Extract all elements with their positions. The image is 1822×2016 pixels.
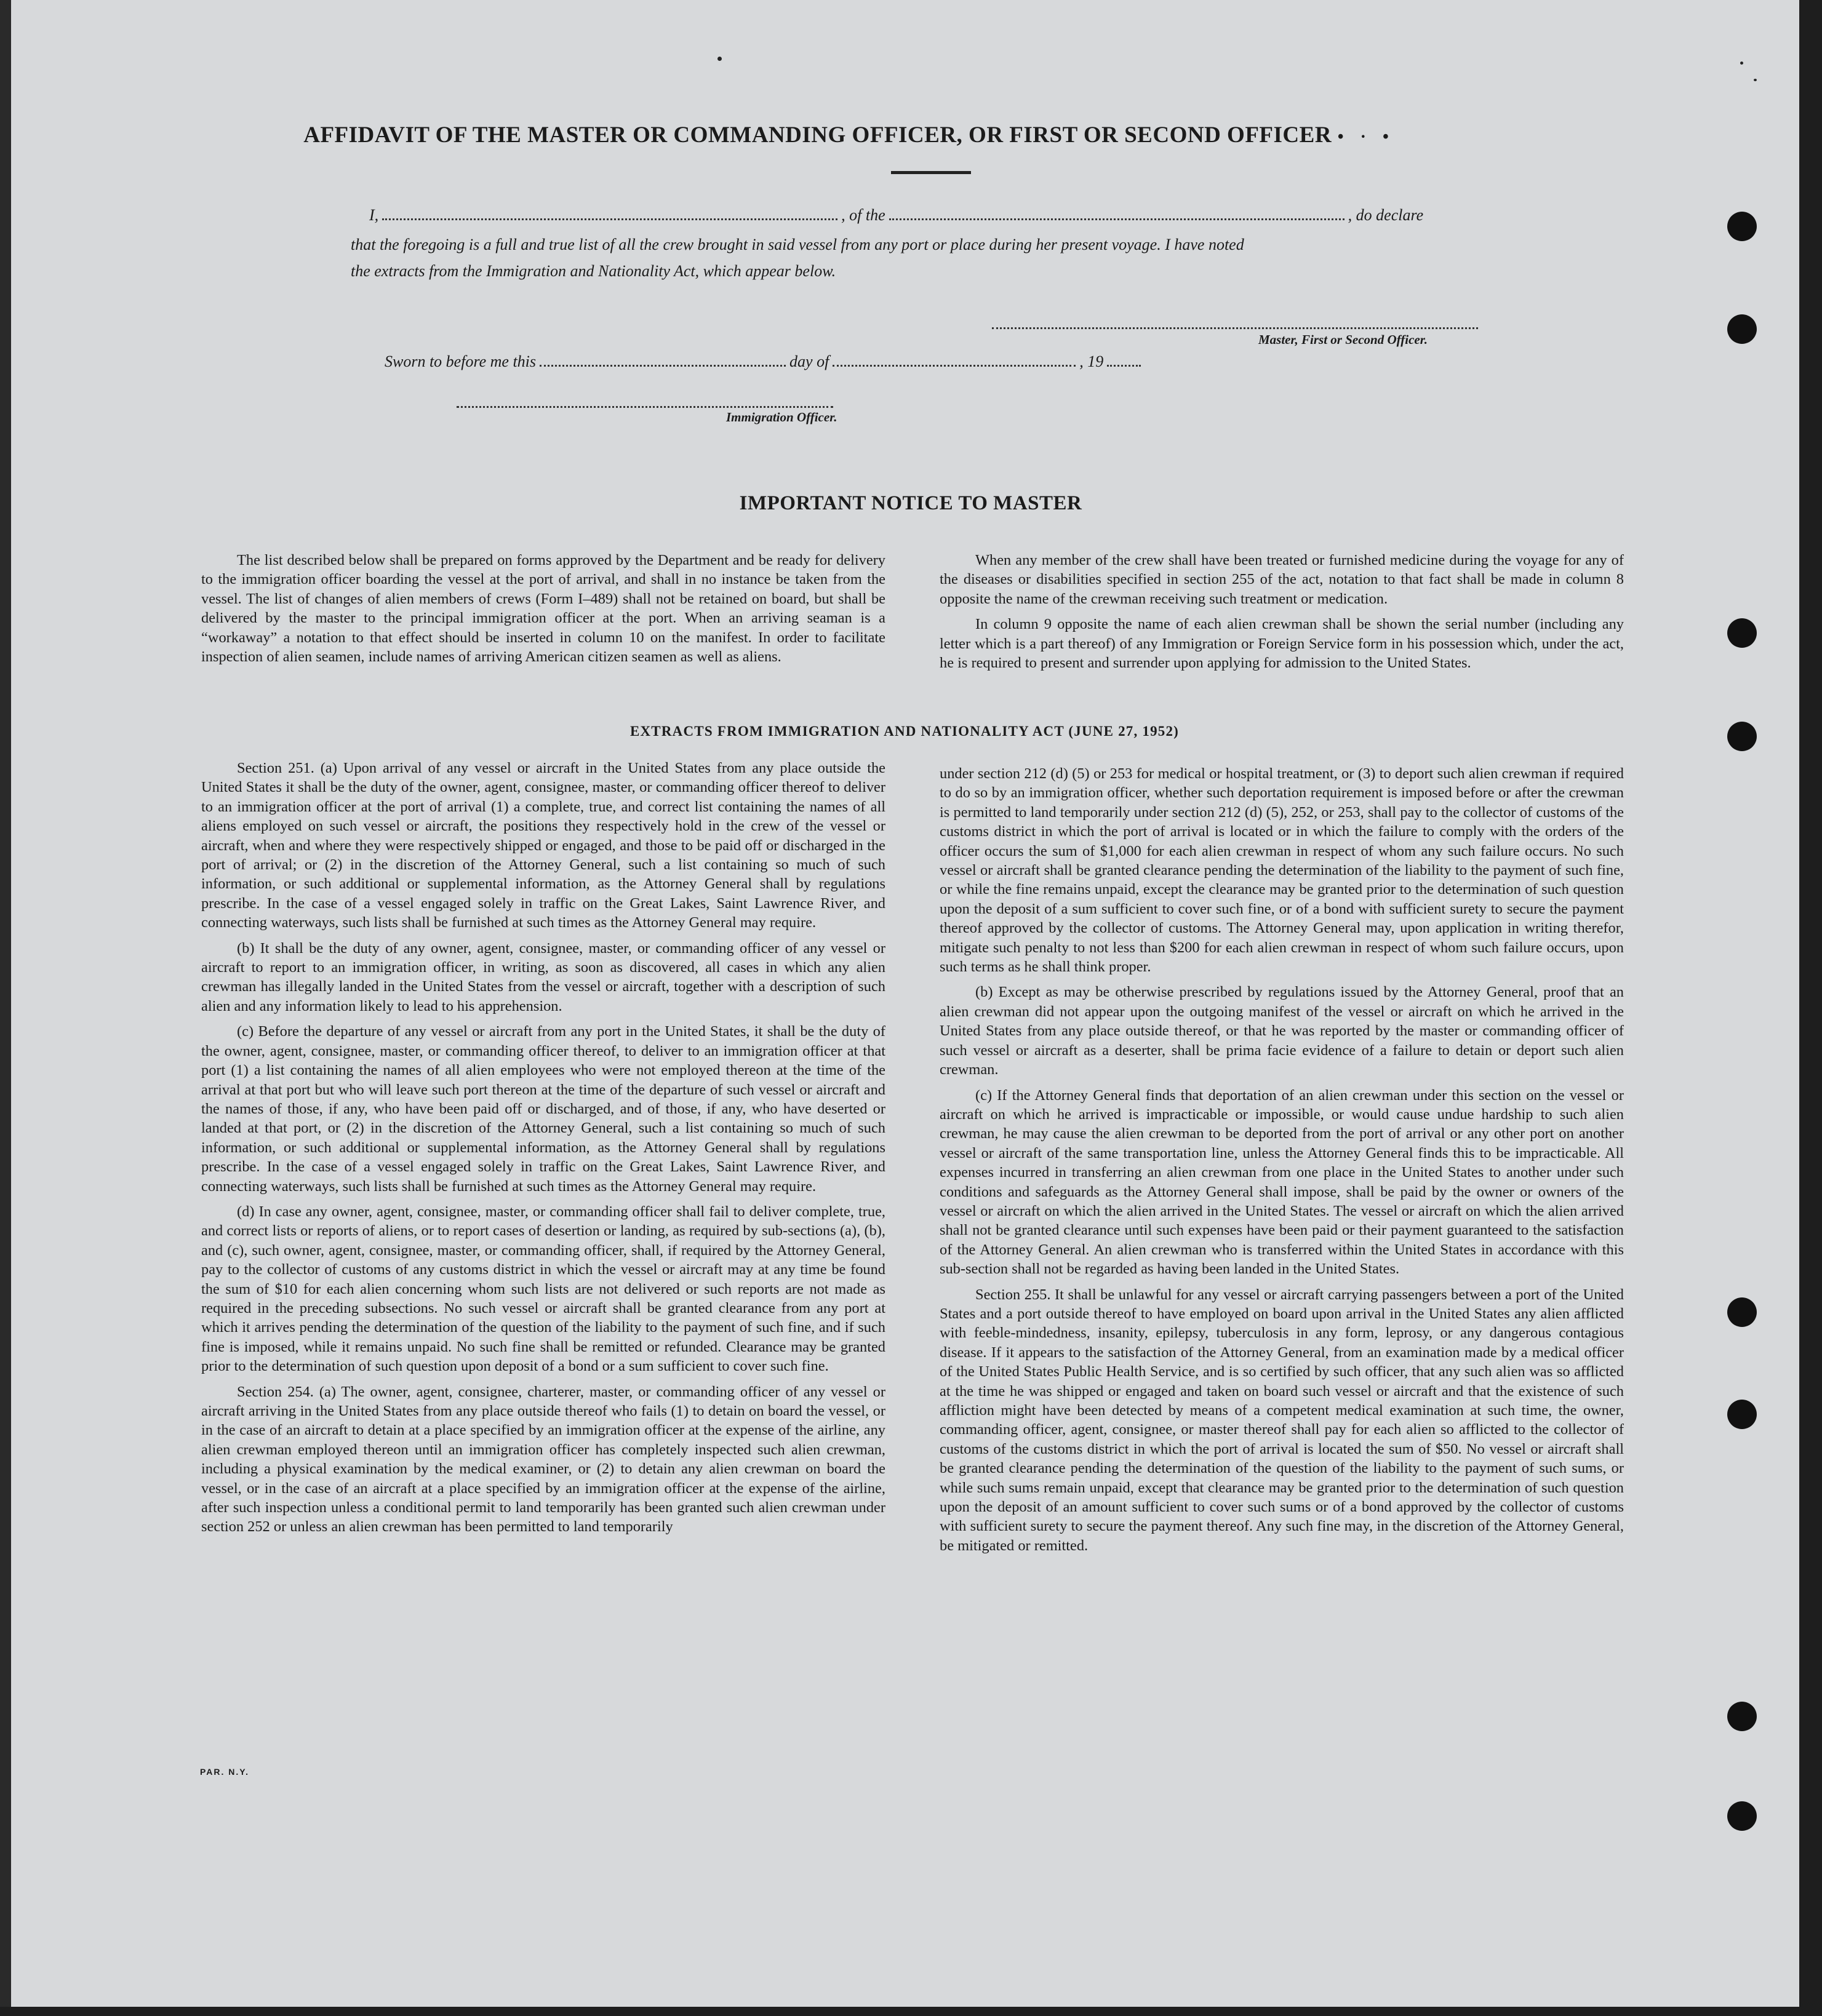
extracts-right-column	[940, 764, 1624, 1561]
name-field[interactable]	[382, 217, 837, 220]
scan-speck	[1740, 62, 1743, 65]
sworn-year-field[interactable]	[1107, 364, 1141, 367]
punch-hole	[1727, 314, 1757, 344]
master-signature-field[interactable]	[992, 327, 1478, 329]
section-251-c: (c) Before the departure of any vessel or aircraft from any port in the United States, it shall be the duty of the owner, agent, consignee, master, or commanding officer thereof, to deliver to an immigration officer at that port (1) a list containing the names of all alien employees who were not employed thereon at the time of the arrival at that port but who will leave such port thereon at the time of the departure of such vessel or aircraft and the names of those, if any, who have been paid off or discharged, and of those, if any, who have deserted or landed at that port, or (2) in the discretion of the Attorney General, such a list containing so much of such information, or such additional or supplemental information, as the Attorney General shall by regulations prescribe. In the case of a vessel engaged solely in traffic on the Great Lakes, Saint Lawrence River, and connecting waterways, such lists shall be furnished at such times as the Attorney General may require.	[201, 1023, 885, 1195]
scan-border-left	[0, 0, 11, 2016]
statement-line-2: the extracts from the Immigration and Nationality Act, which appear below.	[351, 262, 836, 280]
scan-speck	[1754, 79, 1757, 81]
punch-hole	[1727, 212, 1757, 241]
section-251-a: Section 251. (a) Upon arrival of any vessel or aircraft in the United States from any place outside the United States it shall be the duty of the owner, agent, consignee, master, or commanding officer thereof to deliver to an immigration officer at the port of arrival (1) a complete, true, and correct list containing the names of all aliens employed on such vessel or aircraft, the positions they respectively hold in the crew of the vessel or aircraft, when and where they were respectively shipped or engaged, and those to be paid off or discharged in the port of arrival; or (2) in the discretion of the Attorney General, such a list containing so much of such information, or such additional or supplemental information, as the Attorney General shall by regulations prescribe. In the case of a vessel engaged solely in traffic on the Great Lakes, Saint Lawrence River, and connecting waterways, such lists shall be furnished at such times as the Attorney General may require.	[201, 760, 885, 931]
punch-hole	[1727, 1702, 1757, 1731]
punch-hole	[1727, 1297, 1757, 1327]
punch-hole	[1727, 722, 1757, 751]
scan-border-bottom	[0, 2007, 1822, 2016]
notice-paragraph: The list described below shall be prepared on forms approved by the Department and be ready for delivery to the immigration officer boarding the vessel at the port of arrival, and shall in no instance be taken from the vessel. The list of changes of alien members of crews (Form I–489) shall not be retained on board, but shall be delivered by the master to the principal immigration officer at the port. When an arriving seaman is a “workaway” a notation to that effect should be inserted in column 10 on the manifest. In order to facilitate inspection of alien seamen, include names of arriving American citizen seamen as well as aliens.	[201, 552, 885, 666]
sworn-day-field[interactable]	[540, 364, 786, 367]
statement-line-1: that the foregoing is a full and true list of all the crew brought in said vessel from any port or place during her present voyage. I have noted	[351, 236, 1244, 253]
punch-hole	[1727, 1801, 1757, 1831]
punch-hole	[1727, 1400, 1757, 1429]
sworn-month-field[interactable]	[833, 364, 1076, 367]
notice-left-column	[201, 551, 885, 672]
scan-border-right	[1799, 0, 1822, 2016]
section-254-a-continued: under section 212 (d) (5) or 253 for medical or hospital treatment, or (3) to deport such alien crewman if required to do so by an immigration officer, whether such deportation requirement is imposed before or after the crewman is permitted to land temporarily under section 212 (d) (5), 252, or 253, shall pay to the collector of customs of the customs district in which the port of arrival is located or in which the failure to comply with the orders of the officer occurs the sum of $1,000 for each alien crewman in respect of whom any such failure occurs. No such vessel or aircraft shall be granted clearance pending the determination of the liability to the payment of such fine, or while the fine remains unpaid, except the clearance may be granted prior to the determination of such question upon the deposit of a sum sufficient to cover such fine, or of a bond with sufficient surety to secure the payment thereof approved by the collector of customs. The Attorney General may, upon application in writing therefor, mitigate such penalty to not less than $200 for each alien crewman in respect of whom such failure occurs, upon such terms as he shall think proper.	[940, 765, 1624, 976]
notice-title: IMPORTANT NOTICE TO MASTER	[739, 492, 1082, 514]
sworn-line: Sworn to before me this day of , 19	[385, 353, 1145, 371]
affidavit-title: AFFIDAVIT OF THE MASTER OR COMMANDING OFFICER, OR FIRST OR SECOND OFFICER • · •	[303, 122, 1395, 148]
notice-right-column	[940, 551, 1624, 679]
notice-paragraph: When any member of the crew shall have been treated or furnished medicine during the voyage for any of the diseases or disabilities specified in section 255 of the act, notation to that fact shall be made in column 8 opposite the name of the crewman receiving such treatment or medication.	[940, 552, 1624, 607]
section-254-a: Section 254. (a) The owner, agent, consignee, charterer, master, or commanding officer of any vessel or aircraft arriving in the United States from any place outside thereof who fails (1) to detain on board the vessel, or in the case of an aircraft to detain at a place specified by an immigration officer at the expense of the airline, any alien crewman employed thereon until an immigration officer has completely inspected such alien crewman, including a physical examination by the medical examiner, or (2) to detain any alien crewman on board the vessel, or in the case of an aircraft at a place specified by an immigration officer at the expense of the airline, after such inspection unless a conditional permit to land temporarily has been granted such alien crewman under section 252 or unless an alien crewman has been permitted to land temporarily	[201, 1383, 885, 1536]
extracts-left-column	[201, 759, 885, 1543]
section-254-b: (b) Except as may be otherwise prescribed by regulations issued by the Attorney General, proof that an alien crewman did not appear upon the outgoing manifest of the vessel or aircraft on which he arrived in the United States from any place outside thereof, or that he was reported by the master or commanding officer of such vessel or aircraft as a deserter, shall be prima facie evidence of a failure to detain or deport such alien crewman.	[940, 984, 1624, 1078]
officer-caption: Immigration Officer.	[726, 410, 837, 424]
title-rule	[891, 171, 971, 174]
master-caption: Master, First or Second Officer.	[1258, 332, 1428, 347]
section-251-d: (d) In case any owner, agent, consignee, master, or commanding officer shall fail to deliver complete, true, and correct lists or reports of aliens, or to report cases of desertion or landing, as required by sub-sections (a), (b), and (c), such owner, agent, consignee, master, or commanding officer, shall, if required by the Attorney General, pay to the collector of customs of any customs district in which the vessel or aircraft may at any time be found the sum of $10 for each alien concerning whom such lists are not delivered or such reports are not made as required in the preceding subsections. No such vessel or aircraft shall be granted clearance from any port at which it arrives pending the determination of the question of the liability to the payment of such fine, and if such fine is imposed, while it remains unpaid. No such fine shall be remitted or refunded. Clearance may be granted prior to the determination of such question upon deposit of a bond or a sum sufficient to cover such fine.	[201, 1203, 885, 1375]
declarant-line: I, , of the , do declare	[369, 206, 1424, 224]
section-254-c: (c) If the Attorney General finds that deportation of an alien crewman under this section on the vessel or aircraft on which he arrived is impracticable or impossible, or would cause undue hardship to such alien crewman, he may cause the alien crewman to be deported from the port of arrival or any other port on another vessel or aircraft of the same transportation line, unless the Attorney General finds this to be impracticable. All expenses incurred in transferring an alien crewman from one place in the United States to another under such conditions and safeguards as the Attorney General shall impose, shall be paid by the owner or owners of the vessel or aircraft on which the alien arrived in the United States. The vessel or aircraft on which the alien arrived shall not be granted clearance until such expenses have been paid or their payment guaranteed to the satisfaction of the Attorney General. An alien crewman who is transferred within the United States in accordance with this sub-section shall not be regarded as having been landed in the United States.	[940, 1086, 1624, 1278]
extracts-title: EXTRACTS FROM IMMIGRATION AND NATIONALITY ACT (JUNE 27, 1952)	[629, 723, 1180, 739]
vessel-field[interactable]	[889, 217, 1345, 220]
printer-mark: PAR. N.Y.	[200, 1767, 249, 1777]
scan-speck	[717, 57, 722, 61]
notice-paragraph: In column 9 opposite the name of each alien crewman shall be shown the serial number (including any letter which is a part thereof) of any Immigration or Foreign Service form in his possession which, under the act, he is required to present and surrender upon applying for admission to the United States.	[940, 616, 1624, 672]
section-255: Section 255. It shall be unlawful for any vessel or aircraft carrying passengers between a port of the United States and a port outside thereof to have employed on board upon arrival in the United States any alien afflicted with feeble-mindedness, insanity, epilepsy, tuberculosis in any form, leprosy, or any dangerous contagious disease. If it appears to the satisfaction of the Attorney General, from an examination made by a medical officer of the United States Public Health Service, and is so certified by such officer, that any such alien was so afflicted at the time he was shipped or engaged and taken on board such vessel or aircraft and that the existence of such affliction might have been detected by means of a competent medical examination at such time, the owner, commanding officer, agent, consignee, or master thereof shall pay for each alien so afflicted to the collector of customs of the customs district in which the port of arrival is located the sum of $50. No vessel or aircraft shall be granted clearance pending the determination of the question of the liability to the payment of such sums, or while such sums remain unpaid, except that clearance may be granted prior to the determination of such question upon the deposit of an amount sufficient to cover such sums or of a bond approved by the collector of customs with sufficient surety to secure the payment thereof. Any such fine may, in the discretion of the Attorney General, be mitigated or remitted.	[940, 1286, 1624, 1554]
title-dots: • · •	[1337, 127, 1395, 146]
section-251-b: (b) It shall be the duty of any owner, agent, consignee, master, or commanding officer of any vessel or aircraft to report to an immigration officer, in writing, as soon as discovered, all cases in which any alien crewman has illegally landed in the United States from the vessel or aircraft, together with a description of such alien and any information likely to lead to his apprehension.	[201, 939, 885, 1014]
punch-hole	[1727, 618, 1757, 648]
officer-signature-field[interactable]	[457, 406, 833, 408]
